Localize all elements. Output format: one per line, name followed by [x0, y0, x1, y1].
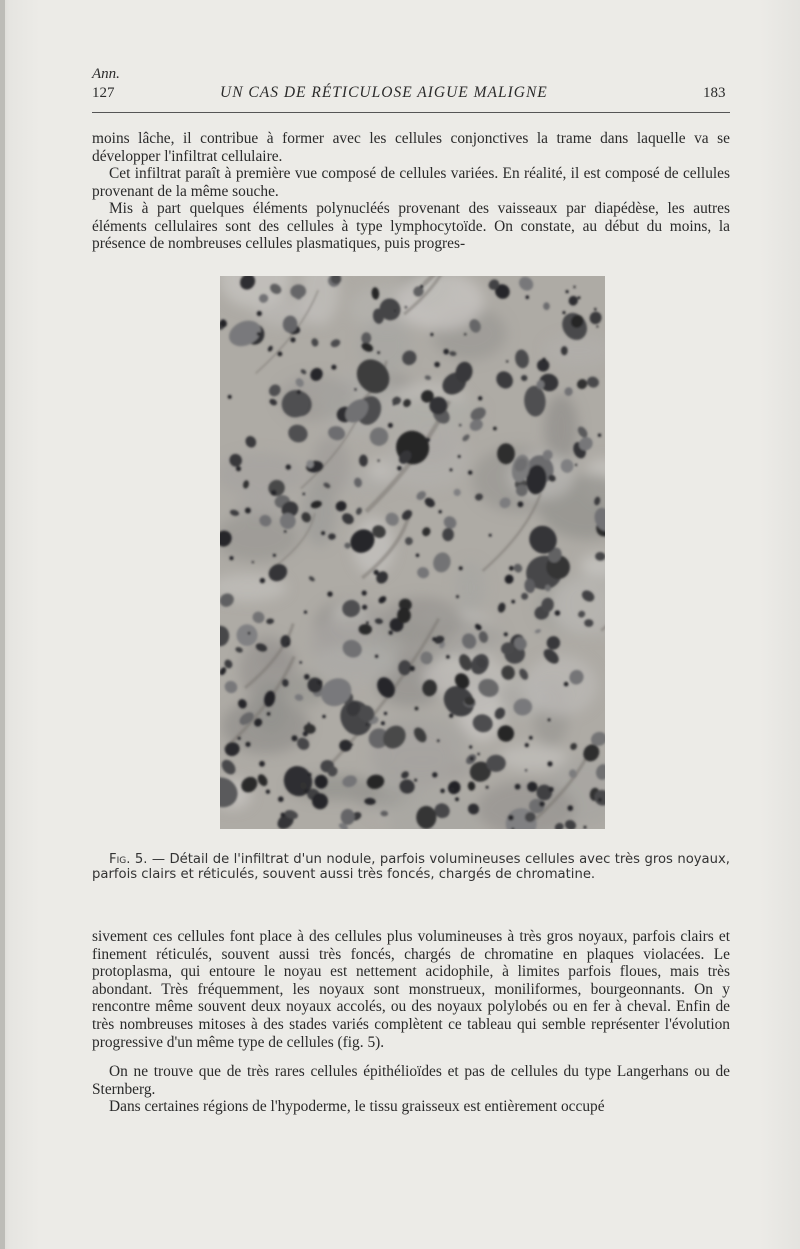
chromatin-dot: [594, 308, 597, 311]
chromatin-dot: [374, 570, 379, 575]
chromatin-dot: [297, 390, 301, 394]
chromatin-dot: [381, 721, 385, 725]
chromatin-dot: [443, 349, 449, 355]
chromatin-dot: [555, 610, 561, 616]
chromatin-dot: [377, 351, 380, 354]
chromatin-dot: [327, 591, 332, 596]
chromatin-dot: [354, 388, 356, 390]
figure-caption-text: — Détail de l'infiltrat d'un nodule, parfois volumineuses cellules avec très gros noyaux, parfois clairs et réticulés, souvent aussi très foncés, chargés de chromatine.: [92, 852, 730, 883]
chromatin-dot: [378, 460, 380, 462]
chromatin-dot: [518, 501, 524, 507]
chromatin-dot: [450, 468, 453, 471]
chromatin-dot: [430, 333, 433, 336]
chromatin-dot: [308, 773, 312, 777]
header-rule: [92, 112, 730, 113]
chromatin-dot: [575, 464, 577, 466]
chromatin-dot: [292, 735, 298, 741]
chromatin-dot: [245, 508, 251, 514]
chromatin-dot: [416, 554, 420, 558]
figure-label: Fig. 5.: [109, 852, 148, 867]
chromatin-dot: [477, 753, 480, 756]
chromatin-dot: [432, 637, 436, 641]
chromatin-dot: [504, 632, 508, 636]
chromatin-dot: [245, 742, 250, 747]
header-volume-abbr: Ann.: [92, 66, 120, 82]
chromatin-dot: [526, 295, 530, 299]
chromatin-dot: [508, 815, 514, 821]
chromatin-dot: [366, 621, 369, 624]
micrograph-image-icon: [220, 276, 605, 829]
chromatin-dot: [351, 744, 353, 746]
chromatin-dot: [362, 590, 367, 595]
chromatin-dot: [397, 466, 402, 471]
paragraph-3: Mis à part quelques éléments polynucléés provenant des vaisseaux par diapédèse, les autres éléments cellulaires sont des cellules à type lymphocytoïde. On constate, au début du moins, la présence de nombreuses cellules plasmatiques, puis progres-: [92, 200, 730, 253]
chromatin-dot: [229, 556, 233, 560]
chromatin-dot: [304, 789, 309, 794]
chromatin-dot: [405, 306, 407, 308]
chromatin-dot: [434, 362, 440, 368]
chromatin-dot: [308, 722, 310, 724]
chromatin-dot: [446, 655, 450, 659]
paragraph-2: Cet infiltrat paraît à première vue composé de cellules variées. En réalité, il est composé de cellules provenant de la même souche.: [92, 165, 730, 200]
chromatin-dot: [362, 605, 367, 610]
chromatin-dot: [278, 796, 284, 802]
page-number: 183: [703, 85, 726, 101]
chromatin-dot: [455, 797, 459, 801]
chromatin-dot: [459, 424, 461, 426]
chromatin-dot: [450, 787, 455, 792]
chromatin-dot: [228, 395, 232, 399]
chromatin-dot: [564, 682, 569, 687]
chromatin-dot: [414, 779, 417, 782]
chromatin-dot: [375, 655, 378, 658]
chromatin-dot: [548, 718, 551, 721]
chromatin-dot: [598, 798, 602, 802]
chromatin-dot: [511, 600, 515, 604]
chromatin-dot: [389, 631, 393, 635]
chromatin-dot: [468, 470, 472, 474]
paragraph-4: sivement ces cellules font place à des cellules plus volumineuses à très gros noyaux, parfois clairs et finement réticulés, souvent aussi très foncés, chargés de chromatine en plaques violacées. Le protoplasma, qui entoure le noyau est nettement acidophile, à limites parfois floues, mais très abondant. Très fréquemment, les noyaux sont monstrueux, moniliformes, bourgeonnants. On y rencontre même souvent deux noyaux accolés, ou des noyaux polylobés ou en fer à cheval. Enfin de très nombreuses mitoses à des stades variés complètent ce tableau qui semble représenter l'évolution progressive d'un même type de cellules (fig. 5).: [92, 928, 730, 1051]
chromatin-dot: [549, 787, 554, 792]
chromatin-dot: [458, 455, 461, 458]
chromatin-dot: [456, 595, 459, 598]
chromatin-dot: [539, 801, 545, 807]
cell-nucleus: [497, 443, 515, 464]
paragraph-1: moins lâche, il contribue à former avec les cellules conjonctives la trame dans laquelle va se développer l'infiltrat cellulaire.: [92, 130, 730, 165]
chromatin-dot: [426, 438, 430, 442]
chromatin-dot: [596, 325, 598, 327]
chromatin-dot: [266, 790, 270, 794]
chromatin-dot: [366, 723, 369, 726]
chromatin-dot: [489, 534, 492, 537]
chromatin-dot: [509, 566, 514, 571]
cell-nucleus: [237, 624, 258, 646]
chromatin-dot: [317, 680, 322, 685]
chromatin-dot: [420, 285, 423, 288]
chromatin-dot: [278, 352, 283, 357]
chromatin-dot: [394, 310, 396, 312]
chromatin-dot: [525, 743, 529, 747]
chromatin-dot: [470, 757, 474, 761]
cell-nucleus: [416, 806, 436, 829]
chromatin-dot: [304, 611, 307, 614]
chromatin-dot: [562, 311, 565, 314]
chromatin-dot: [299, 661, 302, 664]
chromatin-dot: [252, 561, 254, 563]
chromatin-dot: [273, 554, 276, 557]
chromatin-dot: [271, 490, 277, 496]
chromatin-dot: [331, 365, 336, 370]
chromatin-dot: [464, 333, 466, 335]
chromatin-dot: [384, 712, 387, 715]
header-volume-number: 127: [92, 85, 115, 101]
chromatin-dot: [432, 772, 437, 777]
chromatin-dot: [259, 761, 265, 767]
chromatin-dot: [304, 674, 310, 680]
chromatin-dot: [493, 427, 497, 431]
chromatin-dot: [478, 396, 482, 400]
chromatin-dot: [238, 737, 241, 740]
chromatin-dot: [525, 769, 527, 771]
chromatin-dot: [281, 813, 286, 818]
chromatin-dot: [598, 434, 601, 437]
chromatin-dot: [573, 286, 575, 288]
chromatin-dot: [437, 739, 440, 742]
running-title: UN CAS DE RÉTICULOSE AIGUE MALIGNE: [220, 84, 548, 101]
binding-edge: [0, 0, 5, 1249]
chromatin-dot: [566, 290, 569, 293]
chromatin-dot: [515, 784, 521, 790]
chromatin-dot: [267, 712, 271, 716]
chromatin-dot: [321, 531, 325, 535]
chromatin-dot: [410, 666, 415, 671]
chromatin-dot: [542, 358, 546, 362]
chromatin-dot: [506, 360, 508, 362]
micrograph-figure: [220, 276, 605, 829]
paragraph-5: On ne trouve que de très rares cellules épithélioïdes et pas de cellules du type Langerhans ou de Sternberg.: [92, 1063, 730, 1098]
chromatin-dot: [388, 423, 393, 428]
chromatin-dot: [248, 632, 251, 635]
chromatin-dot: [303, 731, 308, 736]
chromatin-dot: [322, 715, 326, 719]
chromatin-dot: [393, 403, 395, 405]
chromatin-dot: [568, 805, 574, 811]
chromatin-dot: [449, 714, 453, 718]
paragraph-6: Dans certaines régions de l'hypoderme, le tissu graisseux est entièrement occupé: [109, 1098, 605, 1115]
chromatin-dot: [303, 493, 306, 496]
chromatin-dot: [529, 736, 533, 740]
chromatin-dot: [578, 296, 581, 299]
chromatin-dot: [290, 337, 295, 342]
chromatin-dot: [257, 332, 261, 336]
chromatin-dot: [236, 466, 241, 471]
chromatin-dot: [440, 789, 445, 794]
chromatin-dot: [439, 510, 442, 513]
figure-caption: [92, 852, 730, 883]
chromatin-dot: [547, 761, 552, 766]
chromatin-dot: [469, 745, 472, 748]
chromatin-dot: [257, 311, 262, 316]
chromatin-dot: [459, 566, 463, 570]
chromatin-dot: [584, 826, 587, 829]
chromatin-dot: [284, 530, 287, 533]
tissue-shade: [499, 745, 568, 770]
chromatin-dot: [397, 442, 399, 444]
chromatin-dot: [486, 786, 489, 789]
chromatin-dot: [287, 642, 290, 645]
chromatin-dot: [415, 707, 419, 711]
chromatin-dot: [260, 578, 265, 583]
chromatin-dot: [286, 464, 291, 469]
